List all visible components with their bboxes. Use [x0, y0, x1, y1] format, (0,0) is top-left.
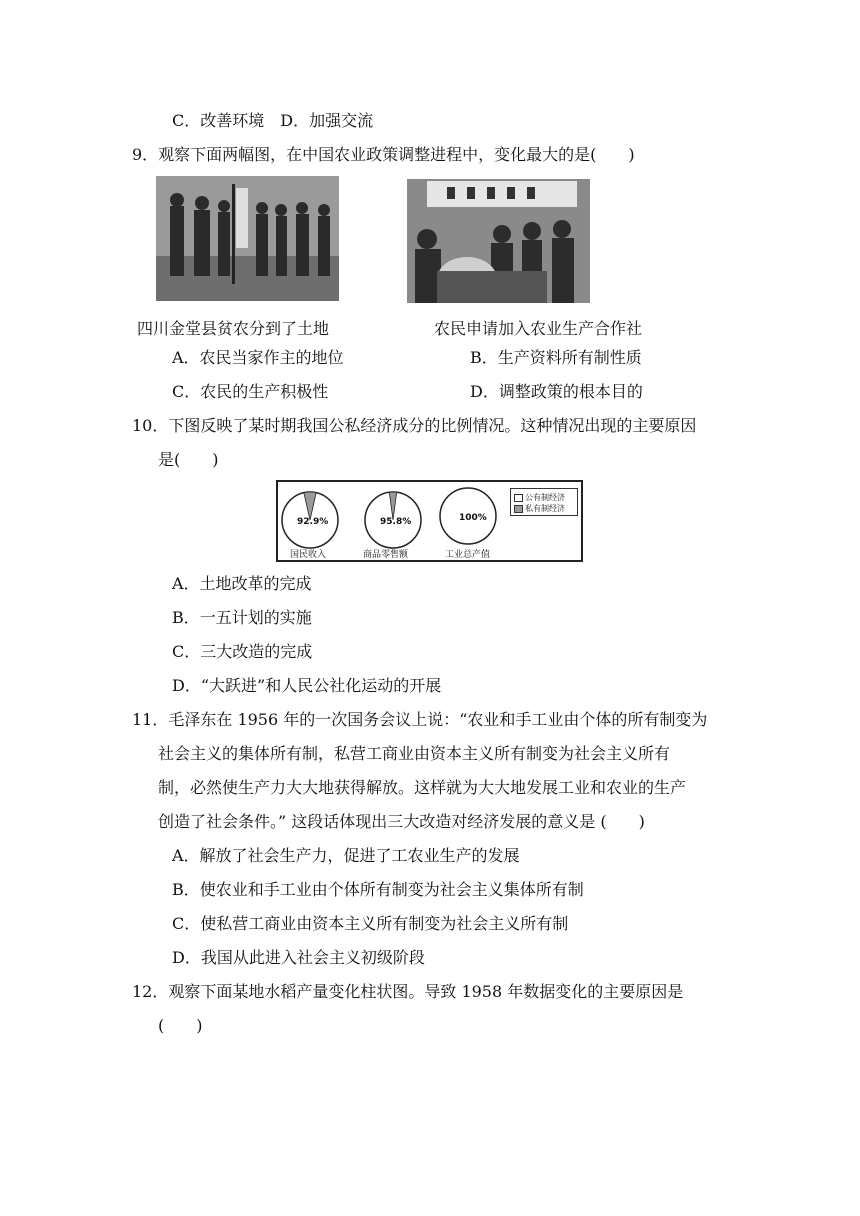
q11-stem-line3: 制，必然使生产力大大地获得解放。这样就为大大地发展工业和农业的生产	[158, 778, 687, 797]
legend-public: 公有制经济	[514, 492, 565, 503]
pie-label-2: 商品零售额	[363, 550, 409, 560]
q9-option-c: C．农民的生产积极性	[172, 382, 329, 401]
q9-option-b: B．生产资料所有制性质	[470, 348, 642, 367]
q12-stem-line2: ( )	[158, 1016, 203, 1035]
q11-option-c: C．使私营工商业由资本主义所有制变为社会主义所有制	[172, 914, 569, 933]
q10-option-c: C．三大改造的完成	[172, 642, 313, 661]
q9-option-a: A．农民当家作主的地位	[172, 348, 344, 367]
q11-stem-line4: 创造了社会条件。” 这段话体现出三大改造对经济发展的意义是 ( )	[158, 812, 645, 831]
q10-option-d: D．“大跃进”和人民公社化运动的开展	[172, 676, 442, 695]
photo-caption-right: 农民申请加入农业生产合作社	[434, 319, 643, 338]
pie-label-3: 工业总产值	[445, 550, 491, 560]
photo-caption-left: 四川金堂县贫农分到了土地	[137, 319, 330, 338]
q9-option-d: D．调整政策的根本目的	[470, 382, 643, 401]
q11-stem-line2: 社会主义的集体所有制，私营工商业由资本主义所有制变为社会主义所有	[158, 744, 671, 763]
q11-option-a: A．解放了社会生产力，促进了工农业生产的发展	[172, 846, 520, 865]
q10-option-b: B．一五计划的实施	[172, 608, 312, 627]
q12-stem-line1: 12．观察下面某地水稻产量变化柱状图。导致 1958 年数据变化的主要原因是	[132, 982, 684, 1001]
pie-label-1: 国民收入	[290, 550, 327, 560]
pie-value-3: 100%	[459, 513, 487, 523]
pie-chart-figure	[276, 480, 583, 562]
pie-value-1: 92.9%	[297, 517, 329, 527]
q10-stem-line2: 是( )	[158, 450, 219, 469]
legend-private: 私有制经济	[514, 503, 565, 514]
photo-cooperative-application	[407, 179, 590, 303]
pie-legend	[510, 488, 578, 516]
q8-options-cd: C．改善环境 D．加强交流	[172, 111, 374, 130]
pie-value-2: 95.8%	[380, 517, 412, 527]
q11-stem-line1: 11．毛泽东在 1956 年的一次国务会议上说：“农业和手工业由个体的所有制变为	[132, 710, 708, 729]
q9-stem: 9．观察下面两幅图，在中国农业政策调整进程中，变化最大的是( )	[132, 145, 635, 164]
q11-option-d: D．我国从此进入社会主义初级阶段	[172, 948, 425, 967]
photo-land-distribution	[156, 176, 339, 301]
q10-option-a: A．土地改革的完成	[172, 574, 312, 593]
q11-option-b: B．使农业和手工业由个体所有制变为社会主义集体所有制	[172, 880, 584, 899]
q10-stem-line1: 10．下图反映了某时期我国公私经济成分的比例情况。这种情况出现的主要原因	[132, 416, 697, 435]
